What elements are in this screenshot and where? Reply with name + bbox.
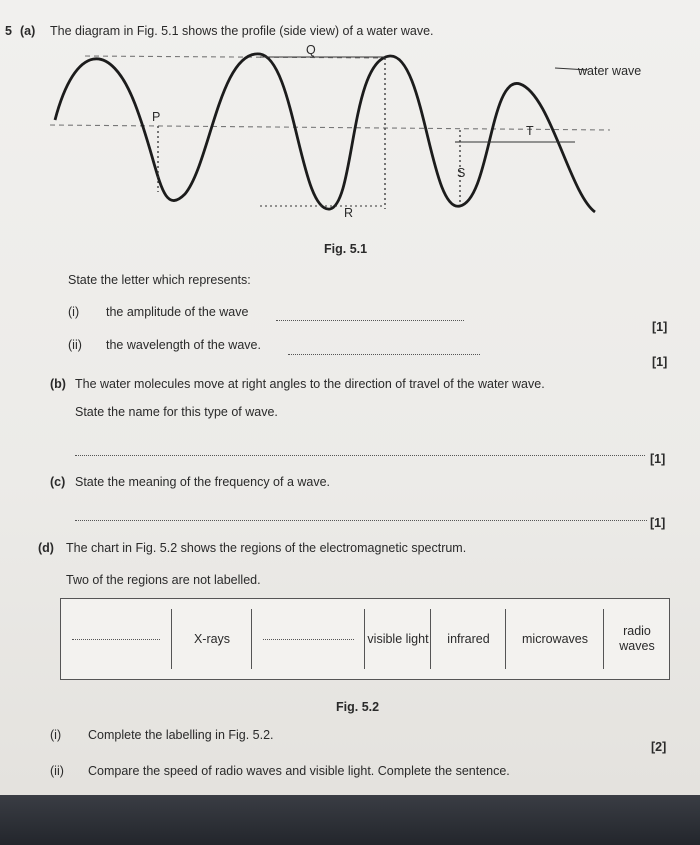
part-c-text: State the meaning of the frequency of a wave. — [75, 475, 331, 489]
part-b-label: (b) — [50, 377, 66, 391]
part-a-label: (a) — [20, 24, 36, 38]
mark-a-ii: [1] — [652, 355, 668, 369]
answer-line-a-ii[interactable] — [288, 354, 480, 355]
part-a-intro: The diagram in Fig. 5.1 shows the profile (side view) of a water wave. — [50, 24, 434, 38]
mark-a-i: [1] — [652, 320, 668, 334]
fig-5-1-caption: Fig. 5.1 — [324, 242, 368, 256]
answer-line-c[interactable] — [75, 520, 647, 521]
part-a-ii-label: (ii) — [68, 338, 82, 352]
answer-line-b[interactable] — [75, 455, 645, 456]
label-water-wave: water wave — [578, 64, 642, 78]
spectrum-region-blank-1[interactable] — [61, 609, 171, 669]
wave-curve — [55, 54, 595, 212]
part-d-i-label: (i) — [50, 728, 62, 742]
em-spectrum-chart — [60, 598, 670, 680]
label-q: Q — [306, 43, 316, 57]
mark-c: [1] — [650, 516, 666, 530]
label-r: R — [344, 206, 354, 220]
part-a-i-label: (i) — [68, 305, 80, 319]
answer-line-a-i[interactable] — [276, 320, 464, 321]
spectrum-region-visible-light: visible light — [364, 609, 431, 669]
spectrum-region-blank-2[interactable] — [251, 609, 365, 669]
part-c-label: (c) — [50, 475, 66, 489]
desk-background — [0, 795, 700, 845]
spectrum-region-radio-waves: radio waves — [603, 609, 670, 669]
part-b-prompt: State the name for this type of wave. — [75, 405, 278, 419]
spectrum-region-microwaves: microwaves — [505, 609, 604, 669]
label-p: P — [152, 110, 161, 124]
mark-d-i: [2] — [651, 740, 667, 754]
mark-b: [1] — [650, 452, 666, 466]
water-wave-diagram — [50, 44, 660, 234]
label-s: S — [457, 166, 466, 180]
spectrum-region-infrared: infrared — [430, 609, 506, 669]
fig-5-2-caption: Fig. 5.2 — [336, 700, 380, 714]
part-d-i-text: Complete the labelling in Fig. 5.2. — [88, 728, 274, 742]
part-d-ii-label: (ii) — [50, 764, 64, 778]
label-t: T — [526, 124, 534, 138]
part-d-ii-text: Compare the speed of radio waves and visible light. Complete the sentence. — [88, 764, 510, 778]
part-b-text: The water molecules move at right angles to the direction of travel of the water wave. — [75, 377, 545, 391]
spectrum-region-x-rays: X-rays — [171, 609, 252, 669]
question-number: 5 — [5, 24, 12, 38]
part-d-label: (d) — [38, 541, 54, 555]
part-a-i-text: the amplitude of the wave — [106, 305, 249, 319]
part-d-note: Two of the regions are not labelled. — [66, 573, 261, 587]
part-a-prompt: State the letter which represents: — [68, 273, 251, 287]
part-d-text: The chart in Fig. 5.2 shows the regions of the electromagnetic spectrum. — [66, 541, 467, 555]
part-a-ii-text: the wavelength of the wave. — [106, 338, 261, 352]
